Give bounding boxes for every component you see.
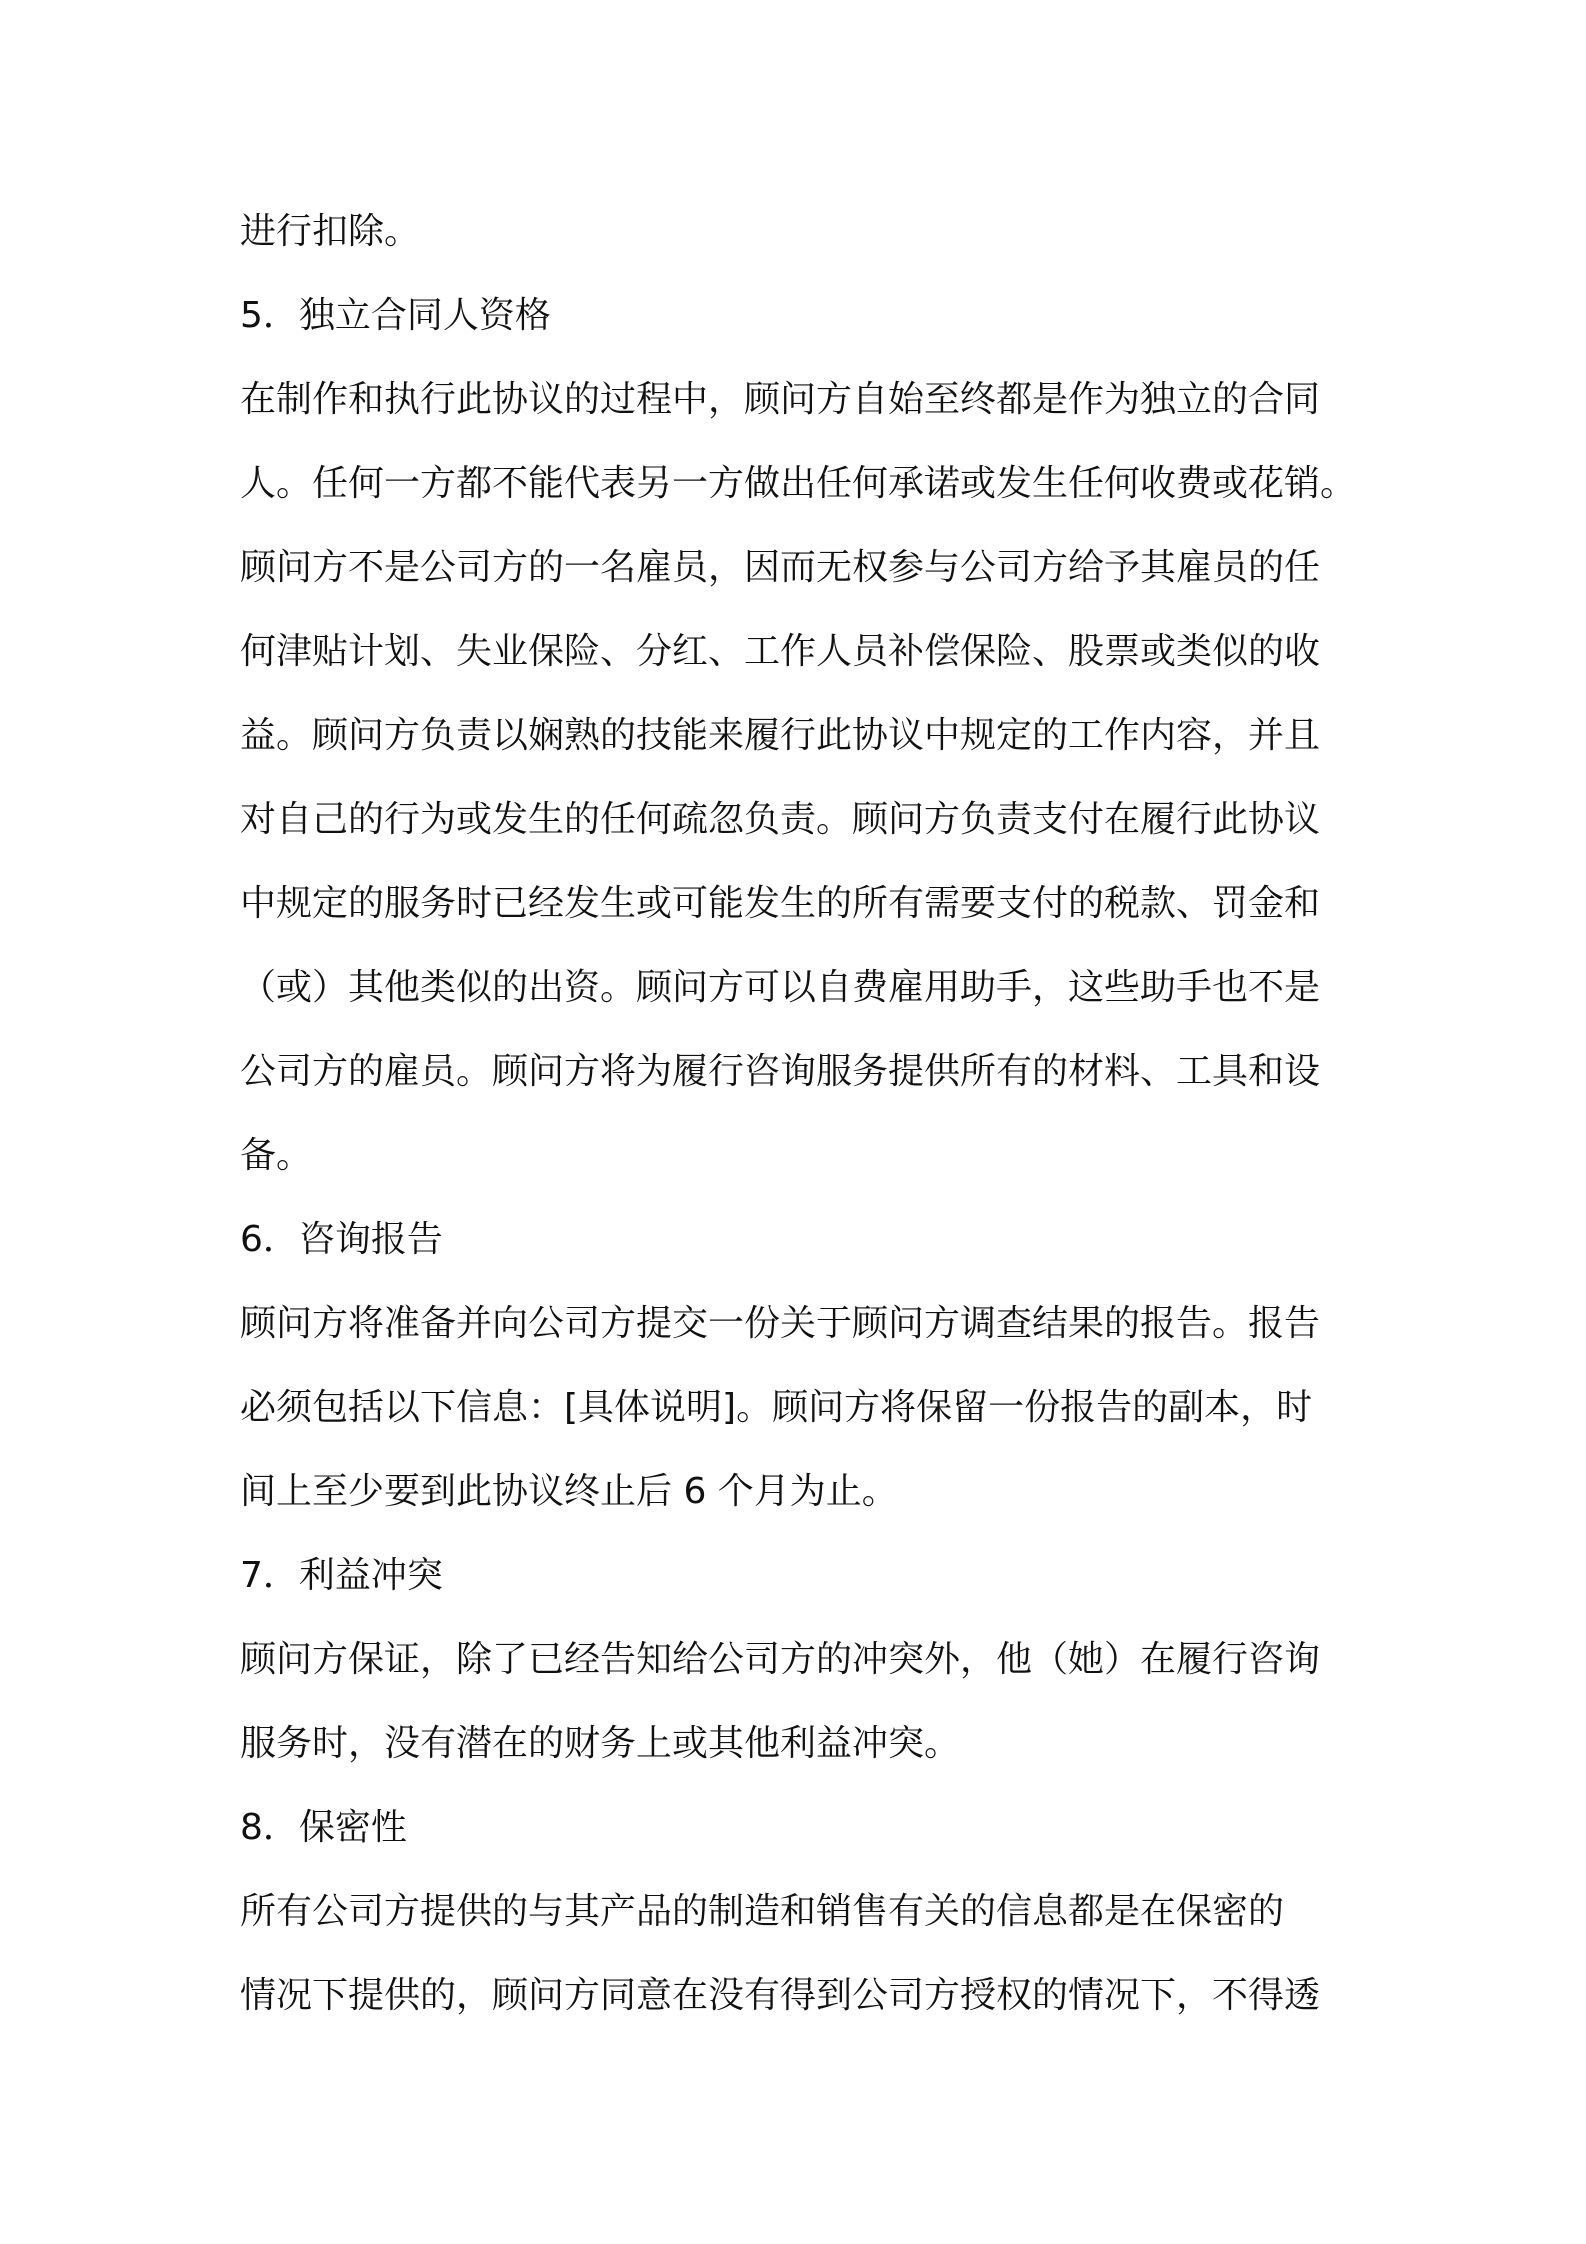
section-heading-5: 5．独立合同人资格 [240, 295, 551, 336]
paragraph-line: 必须包括以下信息：[具体说明]。顾问方将保留一份报告的副本，时 [240, 1387, 1313, 1428]
paragraph-line: 益。顾问方负责以娴熟的技能来履行此协议中规定的工作内容，并且 [240, 715, 1321, 756]
paragraph-line: 所有公司方提供的与其产品的制造和销售有关的信息都是在保密的 [240, 1891, 1285, 1932]
paragraph-line: 情况下提供的，顾问方同意在没有得到公司方授权的情况下，不得透 [240, 1975, 1321, 2016]
paragraph-line: 公司方的雇员。顾问方将为履行咨询服务提供所有的材料、工具和设 [240, 1051, 1321, 1092]
paragraph-line: 服务时，没有潜在的财务上或其他利益冲突。 [240, 1723, 961, 1764]
document-body [240, 190, 1370, 2038]
paragraph-line: （或）其他类似的出资。顾问方可以自费雇用助手，这些助手也不是 [240, 967, 1321, 1008]
paragraph-line: 在制作和执行此协议的过程中，顾问方自始至终都是作为独立的合同 [240, 379, 1321, 420]
paragraph-line: 备。 [240, 1135, 313, 1176]
section-heading-7: 7．利益冲突 [240, 1555, 443, 1596]
paragraph-line: 进行扣除。 [240, 211, 421, 252]
paragraph-line: 人。任何一方都不能代表另一方做出任何承诺或发生任何收费或花销。 [240, 463, 1357, 504]
paragraph-line: 顾问方不是公司方的一名雇员，因而无权参与公司方给予其雇员的任 [240, 547, 1321, 588]
section-heading-6: 6．咨询报告 [240, 1219, 443, 1260]
section-heading-8: 8．保密性 [240, 1807, 407, 1848]
paragraph-line: 中规定的服务时已经发生或可能发生的所有需要支付的税款、罚金和 [240, 883, 1321, 924]
paragraph-line: 顾问方保证，除了已经告知给公司方的冲突外，他（她）在履行咨询 [240, 1639, 1321, 1680]
paragraph-line: 顾问方将准备并向公司方提交一份关于顾问方调查结果的报告。报告 [240, 1303, 1321, 1344]
paragraph-line: 何津贴计划、失业保险、分红、工作人员补偿保险、股票或类似的收 [240, 631, 1321, 672]
paragraph-line: 对自己的行为或发生的任何疏忽负责。顾问方负责支付在履行此协议 [240, 799, 1321, 840]
paragraph-line: 间上至少要到此协议终止后 6 个月为止。 [240, 1471, 898, 1512]
